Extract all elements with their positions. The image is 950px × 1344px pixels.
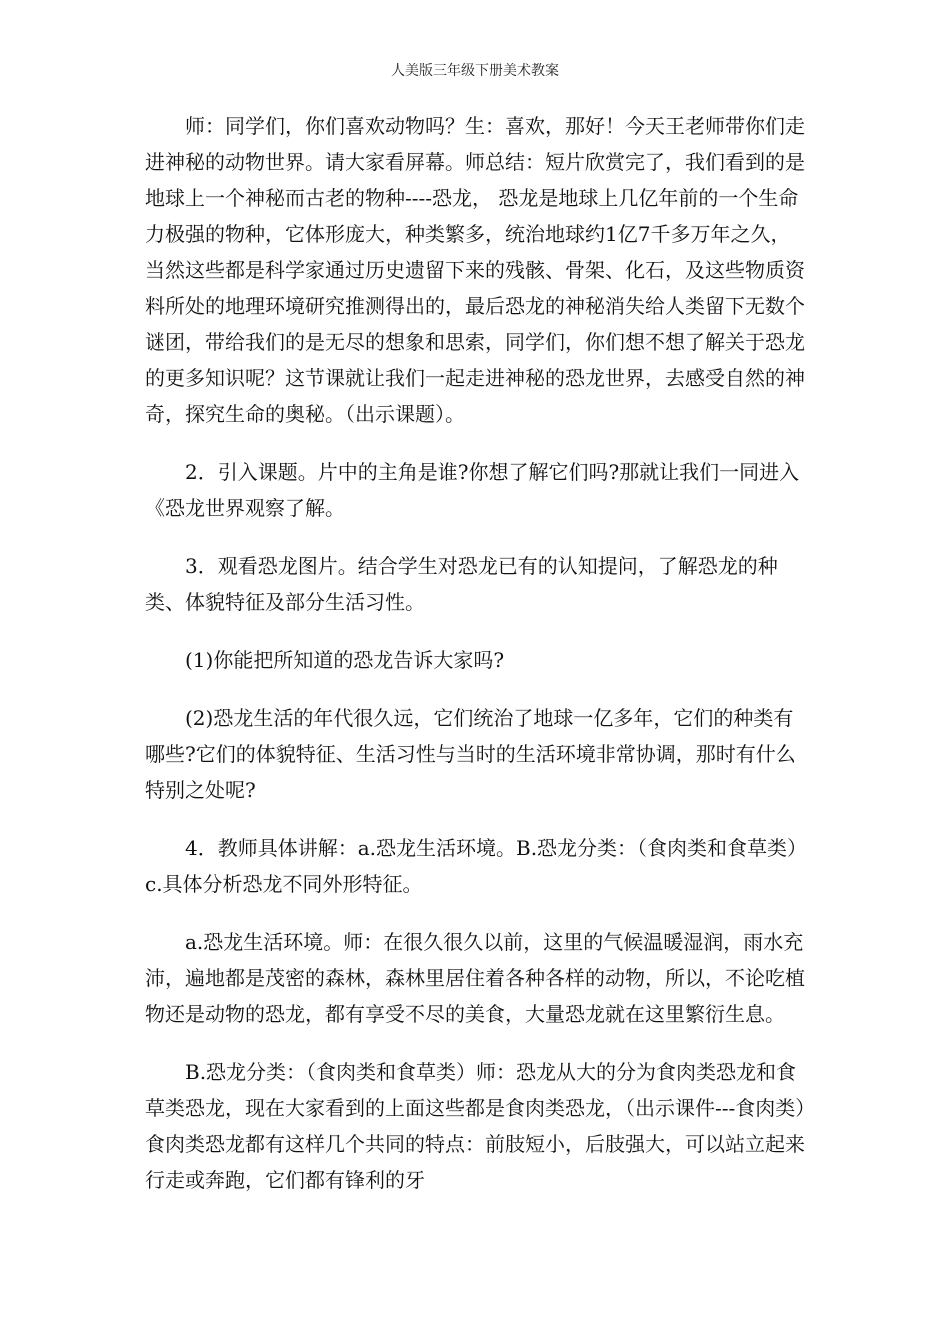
paragraph-step-4: 4．教师具体讲解：a.恐龙生活环境。B.恐龙分类：（食肉类和食草类）c.具体分析恐龙不同外形特征。 — [145, 836, 798, 896]
page-header: 人美版三年级下册美术教案 — [391, 63, 559, 79]
paragraph-environment: a.恐龙生活环境。师：在很久很久以前，这里的气候温暖湿润，雨水充沛，遍地都是茂密的森林，森林里居住着各种各样的动物，所以，不论吃植物还是动物的恐龙，都有享受不尽的美食，大量恐龙就在这里繁衍生息。 — [145, 930, 805, 1026]
document-body — [145, 108, 807, 1220]
paragraph-question-1: (1)你能把所知道的恐龙告诉大家吗? — [185, 648, 505, 672]
paragraph-classification: B.恐龙分类：（食肉类和食草类）师：恐龙从大的分为食肉类恐龙和食草类恐龙，现在大家看到的上面这些都是食肉类恐龙，（出示课件---食肉类）食肉类恐龙都有这样几个共同的特点：前肢短小，后肢强大，可以站立起来行走或奔跑，它们都有锋利的牙 — [145, 1060, 806, 1192]
paragraph-question-2: (2)恐龙生活的年代很久远，它们统治了地球一亿多年，它们的种类有哪些?它们的体貌特征、生活习性与当时的生活环境非常协调，那时有什么特别之处呢? — [145, 706, 796, 802]
paragraph-step-2: 2．引入课题。片中的主角是谁?你想了解它们吗?那就让我们一同进入《恐龙世界观察了解。 — [145, 460, 800, 520]
paragraph-intro: 师：同学们，你们喜欢动物吗？生：喜欢，那好！今天王老师带你们走进神秘的动物世界。请大家看屏幕。师总结：短片欣赏完了，我们看到的是地球上一个神秘而古老的物种----恐龙， 恐龙是地球上几亿年前的一个生命力极强的物种，它体形庞大，种类繁多，统治地球约1亿7千多万年之久，当然这些都是科学家通过历史遗留下来的残骸、骨架、化石，及这些物质资料所处的地理环境研究推测得出的，最后恐龙的神秘消失给人类留下无数个谜团，带给我们的是无尽的想象和思索，同学们，你们想不想了解关于恐龙的更多知识呢？这节课就让我们一起走进神秘的恐龙世界，去感受自然的神奇，探究生命的奥秘。（出示课题）。 — [145, 114, 805, 426]
paragraph-step-3: 3．观看恐龙图片。结合学生对恐龙已有的认知提问，了解恐龙的种类、体貌特征及部分生活习性。 — [145, 554, 778, 614]
